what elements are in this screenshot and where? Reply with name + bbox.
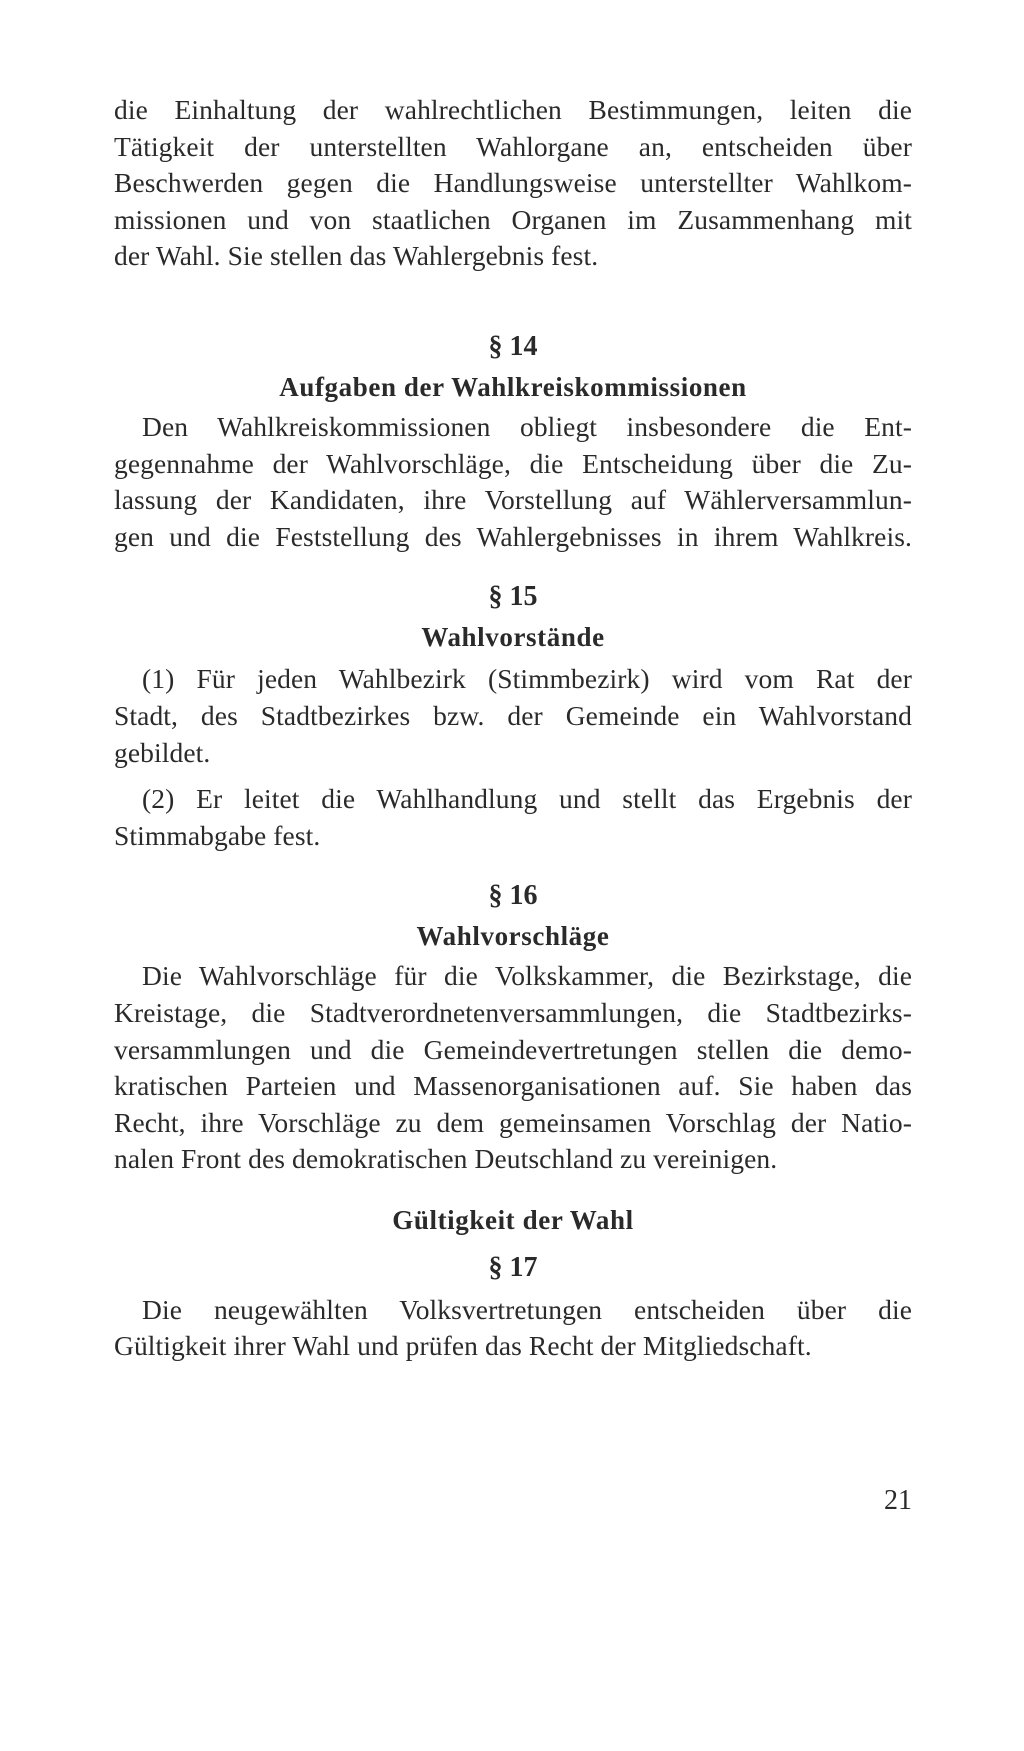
section-16 xyxy=(114,876,912,1178)
text-line: Die neugewählten Volksvertretungen entscheiden über die xyxy=(142,1293,912,1325)
section-title: Gültigkeit der Wahl xyxy=(392,1204,634,1235)
text-line: versammlungen und die Gemeindevertretungen stellen die demo- xyxy=(114,1033,912,1065)
text-line: gegennahme der Wahlvorschläge, die Entscheidung über die Zu- xyxy=(114,447,912,479)
intro-paragraph xyxy=(114,92,912,275)
text-line: Recht, ihre Vorschläge zu dem gemeinsamen Vorschlag der Natio- xyxy=(114,1106,912,1138)
section-14 xyxy=(114,327,912,555)
text-line: Beschwerden gegen die Handlungsweise unterstellter Wahlkom- xyxy=(114,167,912,199)
text-line: nalen Front des demokratischen Deutschland zu vereinigen. xyxy=(114,1143,778,1175)
section-paragraph-1 xyxy=(114,661,912,771)
section-15 xyxy=(114,577,912,854)
text-line: gen und die Feststellung des Wahlergebnisses in ihrem Wahlkreis. xyxy=(114,520,912,552)
text-line: Stimmabgabe fest. xyxy=(114,819,321,851)
section-title: Wahlvorstände xyxy=(421,622,605,653)
text-line: (1) Für jeden Wahlbezirk (Stimmbezirk) wird vom Rat der xyxy=(142,663,912,695)
section-number: § 14 xyxy=(488,330,538,362)
text-line: Die Wahlvorschläge für die Volkskammer, die Bezirkstage, die xyxy=(142,960,912,992)
text-line: gebildet. xyxy=(114,736,211,768)
text-line: die Einhaltung der wahlrechtlichen Bestimmungen, leiten die xyxy=(114,94,912,125)
section-number: § 17 xyxy=(488,1251,538,1283)
section-paragraph xyxy=(114,1292,912,1365)
section-paragraph xyxy=(114,409,912,555)
section-title: Aufgaben der Wahlkreiskommissionen xyxy=(279,371,747,402)
text-line: Kreistage, die Stadtverordnetenversammlungen, die Stadtbezirks- xyxy=(114,996,912,1028)
section-paragraph-2 xyxy=(114,781,912,854)
text-line: Stadt, des Stadtbezirkes bzw. der Gemeinde ein Wahlvorstand xyxy=(114,699,912,731)
text-line: kratischen Parteien und Massenorganisationen auf. Sie haben das xyxy=(114,1070,912,1102)
text-line: der Wahl. Sie stellen das Wahlergebnis fest. xyxy=(114,240,599,272)
section-17 xyxy=(114,1200,912,1365)
page-number: 21 xyxy=(884,1485,912,1516)
text-line: Den Wahlkreiskommissionen obliegt insbesondere die Ent- xyxy=(142,410,912,442)
section-number: § 15 xyxy=(488,581,538,613)
text-line: Tätigkeit der unterstellten Wahlorgane an, entscheiden über xyxy=(114,130,912,162)
section-title: Wahlvorschläge xyxy=(416,921,610,952)
text-line: (2) Er leitet die Wahlhandlung und stellt das Ergebnis der xyxy=(142,783,912,815)
text-line: missionen und von staatlichen Organen im Zusammenhang mit xyxy=(114,203,912,235)
page-body xyxy=(114,92,912,1365)
section-paragraph xyxy=(114,958,912,1178)
text-line: lassung der Kandidaten, ihre Vorstellung auf Wählerversammlun- xyxy=(114,484,912,516)
section-number: § 16 xyxy=(488,880,538,912)
text-line: Gültigkeit ihrer Wahl und prüfen das Recht der Mitgliedschaft. xyxy=(114,1330,812,1362)
